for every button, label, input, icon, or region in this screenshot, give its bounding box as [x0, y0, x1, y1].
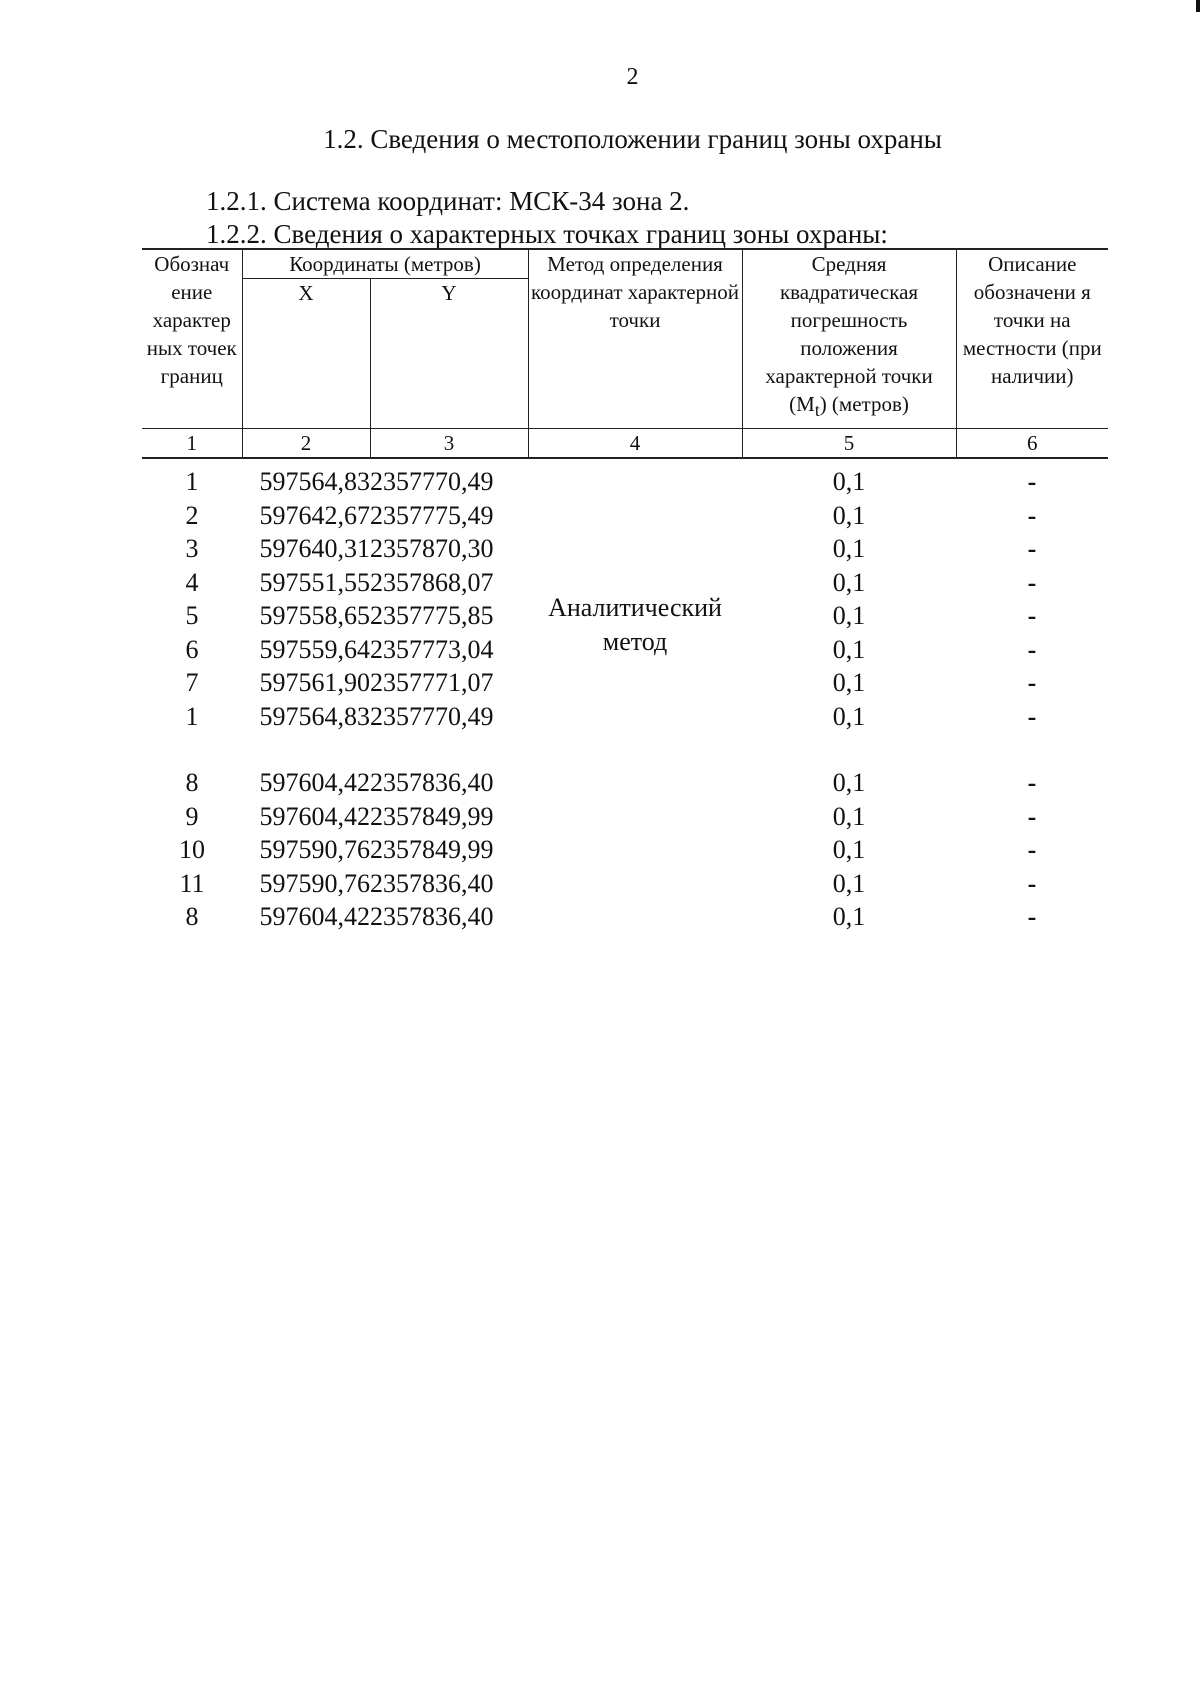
x-coordinate-cell: 597561,90	[259, 668, 370, 697]
x-coordinate-cell: 597604,42	[259, 801, 370, 831]
point-name-cell: 7	[185, 668, 199, 697]
description-cell: -	[1027, 634, 1037, 664]
error-cell: 0,1	[832, 634, 866, 664]
description-cell: -	[1027, 902, 1037, 931]
point-name-cell: 11	[179, 868, 205, 898]
x-coordinate-cell: 597590,76	[259, 868, 370, 898]
error-cell: 0,1	[832, 601, 866, 630]
error-cell: 0,1	[832, 467, 866, 496]
error-cell: 0,1	[832, 500, 866, 530]
x-coordinate-cell: 597558,65	[259, 601, 370, 630]
header-coordinates: Координаты (метров)	[242, 249, 528, 279]
y-coordinate-cell: 2357775,49	[370, 500, 494, 530]
error-cell: 0,1	[832, 801, 866, 831]
x-coordinate-cell: 597590,76	[259, 835, 370, 864]
error-cell: 0,1	[832, 701, 866, 731]
table-row	[142, 458, 1108, 499]
y-coordinate-cell: 2357849,99	[370, 801, 494, 831]
description-cell: -	[1027, 567, 1037, 597]
error-cell: 0,1	[832, 835, 866, 864]
y-coordinate-cell: 2357770,49	[370, 701, 494, 731]
page-number: 2	[626, 64, 639, 90]
point-name-cell: 8	[185, 768, 199, 797]
x-coordinate-cell: 597551,55	[259, 567, 370, 597]
error-cell: 0,1	[832, 768, 866, 797]
column-number: 6	[956, 429, 1108, 459]
y-coordinate-cell: 2357775,85	[370, 601, 494, 630]
column-number: 3	[370, 429, 528, 459]
header-point-name: Обознач ение характер ных точек границ	[142, 249, 242, 429]
x-coordinate-cell: 597604,42	[259, 902, 370, 931]
point-name-cell: 10	[179, 835, 205, 864]
point-name-cell: 1	[185, 701, 199, 731]
header-error-prefix: Средняя квадратическая погрешность положения характерной точки (M	[765, 252, 933, 416]
column-number: 1	[142, 429, 242, 459]
description-cell: -	[1027, 701, 1037, 731]
header-error-sub: t	[814, 400, 820, 421]
y-coordinate-cell: 2357849,99	[370, 835, 494, 864]
error-cell: 0,1	[832, 534, 866, 563]
method-label: Аналитический метод	[548, 593, 722, 656]
description-cell: -	[1027, 668, 1037, 697]
header-method: Метод определения координат характерной точки	[528, 249, 742, 429]
column-number: 2	[242, 429, 370, 459]
description-cell: -	[1027, 500, 1037, 530]
x-coordinate-cell: 597559,64	[259, 634, 370, 664]
y-coordinate-cell: 2357836,40	[370, 902, 494, 931]
point-name-cell: 3	[185, 534, 199, 563]
points-info-line: 1.2.2. Сведения о характерных точках границ зоны охраны:	[206, 219, 888, 249]
header-error-suffix: ) (метров)	[819, 392, 909, 416]
spacer-cell	[742, 733, 956, 766]
coordinate-system-line: 1.2.1. Система координат: МСК-34 зона 2.	[206, 186, 690, 216]
x-coordinate-cell: 597564,83	[259, 467, 370, 496]
description-cell: -	[1027, 467, 1037, 496]
x-coordinate-cell: 597640,31	[259, 534, 370, 563]
boundary-points-table	[142, 248, 1108, 934]
error-cell: 0,1	[832, 668, 866, 697]
y-coordinate-cell: 2357836,40	[370, 868, 494, 898]
x-coordinate-cell: 597642,67	[259, 500, 370, 530]
y-coordinate-cell: 2357773,04	[370, 634, 494, 664]
points-body	[142, 458, 1108, 934]
spacer-cell	[956, 733, 1108, 766]
spacer-cell	[142, 733, 242, 766]
x-coordinate-cell: 597604,42	[259, 768, 370, 797]
spacer-cell	[370, 733, 528, 766]
y-coordinate-cell: 2357771,07	[370, 668, 494, 697]
description-cell: -	[1027, 534, 1037, 563]
header-y: Y	[370, 279, 528, 429]
x-coordinate-cell: 597564,83	[259, 701, 370, 731]
description-cell: -	[1027, 868, 1037, 898]
column-number: 5	[742, 429, 956, 459]
error-cell: 0,1	[832, 567, 866, 597]
y-coordinate-cell: 2357868,07	[370, 567, 494, 597]
description-cell: -	[1027, 768, 1037, 797]
y-coordinate-cell: 2357770,49	[370, 467, 494, 496]
description-cell: -	[1027, 835, 1037, 864]
point-name-cell: 5	[185, 601, 199, 630]
y-coordinate-cell: 2357836,40	[370, 768, 494, 797]
error-cell: 0,1	[832, 902, 866, 931]
point-name-cell: 2	[185, 500, 199, 530]
point-name-cell: 8	[185, 902, 199, 931]
scan-edge-mark	[1196, 0, 1200, 12]
description-cell: -	[1027, 801, 1037, 831]
error-cell: 0,1	[832, 868, 866, 898]
point-name-cell: 9	[185, 801, 199, 831]
header-description: Описание обозначени я точки на местности (при наличии)	[956, 249, 1108, 429]
header-error	[742, 249, 956, 429]
point-name-cell: 1	[185, 467, 199, 496]
point-name-cell: 6	[185, 634, 199, 664]
point-name-cell: 4	[185, 567, 199, 597]
description-cell: -	[1027, 601, 1037, 630]
column-number: 4	[528, 429, 742, 459]
spacer-cell	[242, 733, 370, 766]
method-cell	[528, 458, 742, 934]
header-x: X	[242, 279, 370, 429]
y-coordinate-cell: 2357870,30	[370, 534, 494, 563]
section-title: 1.2. Сведения о местоположении границ зоны охраны	[323, 124, 942, 154]
